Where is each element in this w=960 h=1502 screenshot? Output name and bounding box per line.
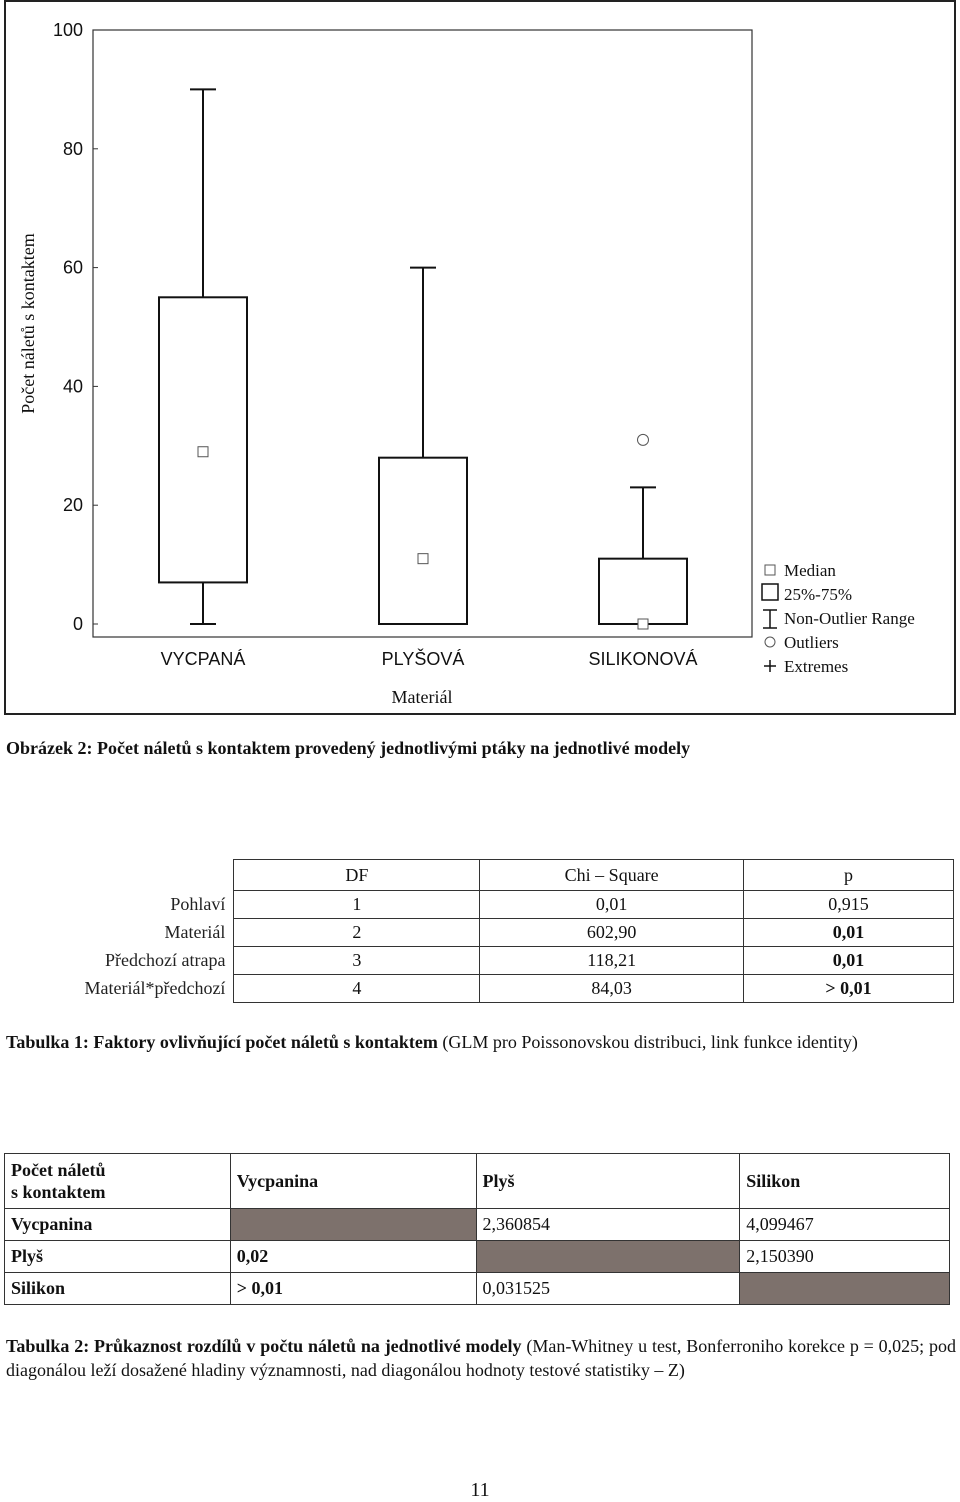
z-cell: 4,099467 (740, 1209, 950, 1241)
table2-col-vycpanina: Vycpanina (230, 1154, 476, 1209)
iqr-box (159, 297, 247, 582)
row-label: Plyš (5, 1241, 231, 1273)
legend-item-label: Outliers (784, 633, 839, 652)
table1-col-chi: Chi – Square (480, 860, 744, 891)
table2-col-plys: Plyš (476, 1154, 740, 1209)
p-cell: 0,031525 (476, 1273, 740, 1305)
y-tick-label: 80 (62, 138, 83, 159)
table1-caption (6, 1030, 946, 1054)
x-axis-label: Materiál (391, 687, 453, 707)
page-number: 11 (470, 1479, 490, 1501)
table1-col-df: DF (234, 860, 480, 891)
median-marker (638, 619, 648, 629)
y-tick-label: 0 (72, 614, 83, 634)
table2-caption (6, 1334, 956, 1382)
table-row (5, 1241, 950, 1273)
row-label: Materiál (164, 922, 226, 942)
row-label: Předchozí atrapa (105, 950, 226, 970)
table-row (5, 1209, 950, 1241)
legend-box-symbol (762, 584, 778, 600)
y-tick-label: 100 (52, 20, 83, 40)
box-plot (0, 0, 960, 715)
anova-table (6, 859, 954, 1003)
diagonal-cell (230, 1209, 476, 1241)
table2-corner (5, 1154, 231, 1209)
table2-caption-text: (Man-Whitney u test, Bonferroniho korekce p = 0,025; pod diagonálou leží dosažené hladiny významnosti, nad diagonálou hodnoty testové statistiky – Z) (6, 1336, 956, 1380)
p-cell: 0,915 (744, 891, 954, 919)
table-row (6, 919, 954, 947)
legend-item-label: Extremes (784, 657, 849, 676)
legend-item-label: Median (784, 561, 836, 580)
median-marker (418, 554, 428, 564)
x-tick-label: PLYŠOVÁ (381, 649, 465, 669)
row-label: Materiál*předchozí (84, 978, 226, 998)
table1-caption-text: (GLM pro Poissonovskou distribuci, link funkce identity) (437, 1032, 858, 1052)
table2-caption-label: Tabulka 2: Průkaznost rozdílů v počtu náletů na jednotlivé modely (6, 1336, 522, 1356)
y-tick-label: 60 (62, 257, 83, 278)
median-marker (198, 447, 208, 457)
table1-corner (6, 860, 234, 891)
table-row (6, 947, 954, 975)
df-cell: 2 (234, 919, 480, 947)
chi-cell: 84,03 (480, 975, 744, 1003)
p-cell: 0,02 (230, 1241, 476, 1273)
row-label: Silikon (5, 1273, 231, 1305)
y-tick-label: 40 (62, 376, 83, 397)
x-tick-label: VYCPANÁ (160, 649, 246, 669)
y-tick-label: 20 (62, 495, 83, 516)
p-cell: 0,01 (744, 919, 954, 947)
table-row (6, 891, 954, 919)
figure-caption (6, 738, 956, 759)
p-cell: 0,01 (744, 947, 954, 975)
chi-cell: 602,90 (480, 919, 744, 947)
diagonal-cell (740, 1273, 950, 1305)
p-cell: > 0,01 (744, 975, 954, 1003)
chi-cell: 0,01 (480, 891, 744, 919)
p-cell: > 0,01 (230, 1273, 476, 1305)
x-tick-label: SILIKONOVÁ (588, 649, 698, 669)
table-row (6, 975, 954, 1003)
z-cell: 2,150390 (740, 1241, 950, 1273)
table2-col-silikon: Silikon (740, 1154, 950, 1209)
figure-caption-text: Počet náletů s kontaktem provedený jednotlivými ptáky na jednotlivé modely (96, 738, 691, 758)
legend-item-label: 25%-75% (784, 585, 852, 604)
table2-corner-line2: s kontaktem (11, 1182, 106, 1202)
legend-item-label: Non-Outlier Range (784, 609, 915, 628)
table1-col-p: p (744, 860, 954, 891)
outlier-point (638, 434, 649, 445)
table1-caption-label: Tabulka 1: Faktory ovlivňující počet náletů s kontaktem (6, 1032, 438, 1052)
df-cell: 1 (234, 891, 480, 919)
mann-whitney-table (4, 1153, 950, 1305)
z-cell: 2,360854 (476, 1209, 740, 1241)
row-label: Vycpanina (5, 1209, 231, 1241)
legend-outlier-symbol (765, 637, 775, 647)
table2-corner-line1: Počet náletů (11, 1160, 106, 1180)
iqr-box (599, 559, 687, 624)
df-cell: 3 (234, 947, 480, 975)
iqr-box (379, 458, 467, 624)
y-axis-label: Počet náletů s kontaktem (18, 233, 38, 414)
df-cell: 4 (234, 975, 480, 1003)
legend-median-symbol (765, 565, 775, 575)
table-row (5, 1273, 950, 1305)
figure-caption-label: Obrázek 2: (6, 738, 93, 758)
diagonal-cell (476, 1241, 740, 1273)
row-label: Pohlaví (170, 894, 226, 914)
chi-cell: 118,21 (480, 947, 744, 975)
